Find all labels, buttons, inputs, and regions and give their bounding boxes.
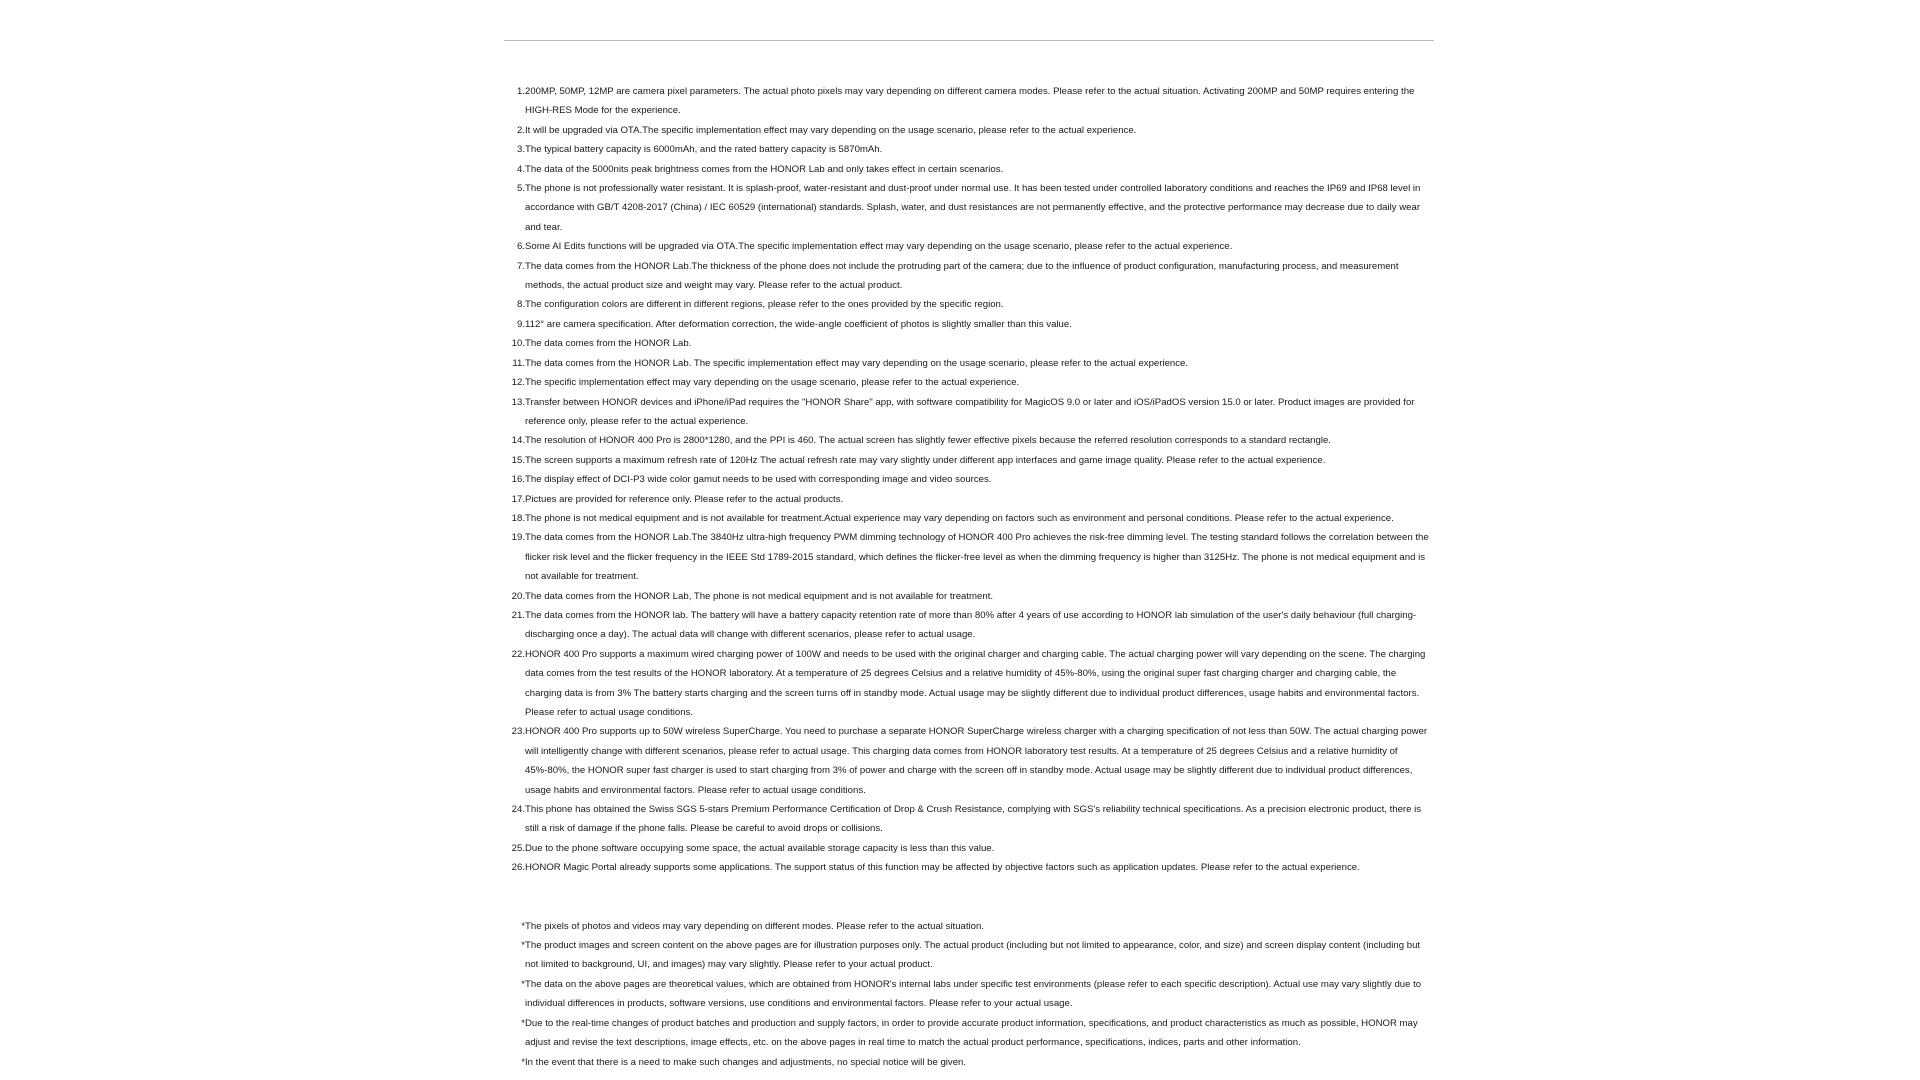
footnotes-section bbox=[504, 82, 1434, 1072]
footnote-item bbox=[504, 82, 1434, 121]
asterisk-mark: * bbox=[521, 1017, 525, 1029]
footnote-number: 23. bbox=[511, 726, 525, 738]
footnote-number: 26. bbox=[511, 862, 525, 874]
footnote-number: 10. bbox=[511, 338, 525, 350]
footnote-number: 16. bbox=[511, 474, 525, 486]
footnote-text: The resolution of HONOR 400 Pro is 2800*1280, and the PPI is 460. The actual screen has slightly fewer effective pixels because the referred resolution corresponds to a standard rectangle. bbox=[525, 435, 1331, 447]
footnote-text: HONOR Magic Portal already supports some applications. The support status of this function may be affected by objective factors such as application updates. Please refer to the actual experience. bbox=[525, 862, 1360, 874]
footnote-text: The specific implementation effect may vary depending on the usage scenario, please refer to the actual experience. bbox=[525, 377, 1020, 389]
footnote-number: 19. bbox=[511, 532, 525, 544]
footnote-number: 24. bbox=[511, 804, 525, 816]
footnote-text: The phone is not professionally water resistant. It is splash-proof, water-resistant and dust-proof under normal use. It has been tested under controlled laboratory conditions and reaches the IP69 and IP68 level in accordance with GB/T 4208-2017 (China) / IEC 60529 (international) standards. Splash, water, and dust resistances are not permanently effective, and the protective performance may decrease due to daily wear and tear. bbox=[525, 183, 1421, 233]
footnote-item bbox=[504, 509, 1434, 528]
footnote-item bbox=[504, 858, 1434, 877]
asterisk-note-item bbox=[504, 917, 1434, 936]
footnote-item bbox=[504, 587, 1434, 606]
footnote-number: 15. bbox=[511, 454, 525, 466]
asterisk-note-item bbox=[504, 975, 1434, 1014]
asterisk-note-text: Due to the real-time changes of product batches and production and supply factors, in order to provide accurate product information, specifications, and product characteristics as much as possible, HONOR may adjust and revise the text descriptions, image effects, etc. on the above pages in real time to match the actual product performance, specifications, indices, parts and other information. bbox=[525, 1017, 1418, 1049]
footnote-number: 11. bbox=[512, 357, 525, 369]
footnote-number: 17. bbox=[511, 493, 525, 505]
footnote-number: 8. bbox=[516, 299, 525, 311]
footnote-text: The data comes from the HONOR Lab. The specific implementation effect may vary depending on the usage scenario, please refer to the actual experience. bbox=[525, 357, 1189, 369]
footnote-text: The data of the 5000nits peak brightness comes from the HONOR Lab and only takes effect in certain scenarios. bbox=[525, 163, 1004, 175]
footnote-item bbox=[504, 606, 1434, 645]
footnote-number: 13. bbox=[511, 396, 525, 408]
footnote-number: 5. bbox=[516, 183, 525, 195]
asterisk-note-text: The product images and screen content on the above pages are for illustration purposes only. The actual product (including but not limited to appearance, color, and size) and screen display content (including but not limited to background, UI, and images) may vary slightly. Please refer to your actual product. bbox=[525, 940, 1421, 971]
footnote-text: Pictues are provided for reference only. Please refer to the actual products. bbox=[525, 493, 844, 505]
asterisk-mark: * bbox=[521, 978, 525, 990]
footnote-item bbox=[504, 393, 1434, 432]
footnote-item bbox=[504, 451, 1434, 470]
footnote-number: 9. bbox=[516, 318, 525, 330]
footnote-text: This phone has obtained the Swiss SGS 5-stars Premium Performance Certification of Drop & Crush Resistance, complying with SGS's reliability technical specifications. As a precision electronic product, there is still a risk of damage if the phone falls. Please be careful to avoid drops or collisions. bbox=[525, 804, 1422, 835]
footnote-number: 12. bbox=[511, 377, 525, 389]
asterisk-mark: * bbox=[521, 940, 525, 952]
footnote-number: 14. bbox=[511, 435, 525, 447]
footnote-number: 21. bbox=[511, 609, 525, 621]
footnote-item bbox=[504, 295, 1434, 314]
footnote-item bbox=[504, 645, 1434, 723]
footnote-item bbox=[504, 470, 1434, 489]
asterisk-note-item bbox=[504, 936, 1434, 975]
footnote-item bbox=[504, 121, 1434, 140]
footnote-item bbox=[504, 839, 1434, 858]
footnote-number: 2. bbox=[516, 124, 525, 136]
footnote-text: The data comes from the HONOR Lab.The thickness of the phone does not include the protruding part of the camera; due to the influence of product configuration, manufacturing process, and measurement methods, the actual product size and weight may vary. Please refer to the actual product. bbox=[525, 260, 1399, 292]
footnote-text: The configuration colors are different in different regions, please refer to the ones provided by the specific region. bbox=[525, 299, 1004, 311]
footnote-number: 6. bbox=[516, 241, 525, 253]
footnote-item bbox=[504, 354, 1434, 373]
footnote-number: 4. bbox=[516, 163, 525, 175]
footnote-item bbox=[504, 160, 1434, 179]
footnote-number: 20. bbox=[511, 590, 525, 602]
asterisk-note-item bbox=[504, 1014, 1434, 1053]
footnote-item bbox=[504, 431, 1434, 450]
footnote-item bbox=[504, 334, 1434, 353]
footnote-text: The screen supports a maximum refresh rate of 120Hz The actual refresh rate may vary slightly under different app interfaces and game image quality. Please refer to the actual experience. bbox=[525, 454, 1326, 466]
footnote-text: It will be upgraded via OTA.The specific implementation effect may vary depending on the usage scenario, please refer to the actual experience. bbox=[525, 124, 1137, 136]
footnote-text: HONOR 400 Pro supports a maximum wired charging power of 100W and needs to be used with the original charger and charging cable. The actual charging power will vary depending on the scene. The charging data comes from the test results of the HONOR laboratory. At a temperature of 25 degrees Celsius and a relative humidity of 45%-80%, using the original super fast charging charger and charging cable, the charging data is from 3% The battery starts charging and the screen turns off in standby mode. Actual usage may be slightly different due to individual product differences, usage habits and environmental factors. Please refer to actual usage conditions. bbox=[525, 648, 1426, 718]
footnote-item bbox=[504, 373, 1434, 392]
footnote-text: The data comes from the HONOR Lab. bbox=[525, 338, 692, 350]
footnote-text: 112° are camera specification. After deformation correction, the wide-angle coefficient of photos is slightly smaller than this value. bbox=[525, 318, 1072, 330]
top-divider bbox=[504, 40, 1434, 41]
footnote-text: The data comes from the HONOR Lab, The phone is not medical equipment and is not available for treatment. bbox=[525, 590, 994, 602]
footnote-number: 25. bbox=[511, 842, 525, 854]
footnote-text: The typical battery capacity is 6000mAh, and the rated battery capacity is 5870mAh. bbox=[525, 144, 883, 156]
footnote-number: 3. bbox=[516, 144, 525, 156]
footnote-item bbox=[504, 179, 1434, 237]
footnote-item bbox=[504, 490, 1434, 509]
footnote-item bbox=[504, 315, 1434, 334]
footnote-text: HONOR 400 Pro supports up to 50W wireless SuperCharge. You need to purchase a separate HONOR SuperCharge wireless charger with a charging specification of not less than 50W. The actual charging power will intelligently change with different scenarios, please refer to actual usage. This charging data comes from HONOR laboratory test results. At a temperature of 25 degrees Celsius and a relative humidity of 45%-80%, the HONOR super fast charger is used to start charging from 3% of power and charge with the screen off in standby mode. Actual usage may be slightly different due to individual product differences, usage habits and environmental factors. Please refer to actual usage conditions. bbox=[525, 726, 1428, 796]
asterisk-note-text: In the event that there is a need to make such changes and adjustments, no special notice will be given. bbox=[525, 1056, 967, 1068]
footnote-item bbox=[504, 257, 1434, 296]
asterisk-mark: * bbox=[521, 920, 525, 932]
footnote-text: The phone is not medical equipment and is not available for treatment.Actual experience may vary depending on factors such as environment and personal conditions. Please refer to the actual experience. bbox=[525, 512, 1394, 524]
asterisk-mark: * bbox=[521, 1056, 525, 1068]
footnote-number: 18. bbox=[511, 512, 525, 524]
footnote-number: 22. bbox=[511, 648, 525, 660]
footnote-text: Due to the phone software occupying some space, the actual available storage capacity is less than this value. bbox=[525, 842, 995, 854]
footnote-text: Transfer between HONOR devices and iPhone/iPad requires the "HONOR Share" app, with software compatibility for MagicOS 9.0 or later and iOS/iPadOS version 15.0 or later. Product images are provided for reference only, please refer to the actual experience. bbox=[525, 396, 1415, 427]
footnote-text: The data comes from the HONOR lab. The battery will have a battery capacity retention rate of more than 80% after 4 years of use according to HONOR lab simulation of the user's daily behaviour (full charging-discharging once a day). The actual data will change with different scenarios, please refer to actual usage. bbox=[525, 609, 1417, 641]
footnote-item bbox=[504, 528, 1434, 586]
footnote-item bbox=[504, 800, 1434, 839]
asterisk-note-item bbox=[504, 1053, 1434, 1072]
footnote-item bbox=[504, 722, 1434, 800]
footnote-number: 1. bbox=[516, 86, 525, 97]
footnote-item bbox=[504, 237, 1434, 256]
footnote-text: Some AI Edits functions will be upgraded via OTA.The specific implementation effect may vary depending on the usage scenario, please refer to the actual experience. bbox=[525, 241, 1233, 253]
footnote-text: The data comes from the HONOR Lab.The 3840Hz ultra-high frequency PWM dimming technology of HONOR 400 Pro achieves the risk-free dimming level. The testing standard follows the correlation between the flicker risk level and the flicker frequency in the IEEE Std 1789-2015 standard, which defines the flicker-free level as when the dimming frequency is higher than 3125Hz. The phone is not medical equipment and is not available for treatment. bbox=[525, 532, 1429, 583]
footnote-text: 200MP, 50MP, 12MP are camera pixel parameters. The actual photo pixels may vary depending on different camera modes. Please refer to the actual situation. Activating 200MP and 50MP requires entering the HIGH-RES Mode for the experience. bbox=[525, 86, 1415, 117]
numbered-footnotes-list bbox=[504, 82, 1434, 878]
asterisk-note-text: The data on the above pages are theoretical values, which are obtained from HONOR's internal labs under specific test environments (please refer to each specific description). Actual use may vary slightly due to individual differences in products, software versions, use conditions and environmental factors. Please refer to your actual usage. bbox=[525, 978, 1422, 1010]
footnote-item bbox=[504, 140, 1434, 159]
asterisk-note-text: The pixels of photos and videos may vary depending on different modes. Please refer to the actual situation. bbox=[525, 920, 985, 932]
footnote-text: The display effect of DCI-P3 wide color gamut needs to be used with corresponding image and video sources. bbox=[525, 474, 992, 486]
asterisk-notes-list bbox=[504, 917, 1434, 1072]
footnote-number: 7. bbox=[516, 260, 525, 272]
